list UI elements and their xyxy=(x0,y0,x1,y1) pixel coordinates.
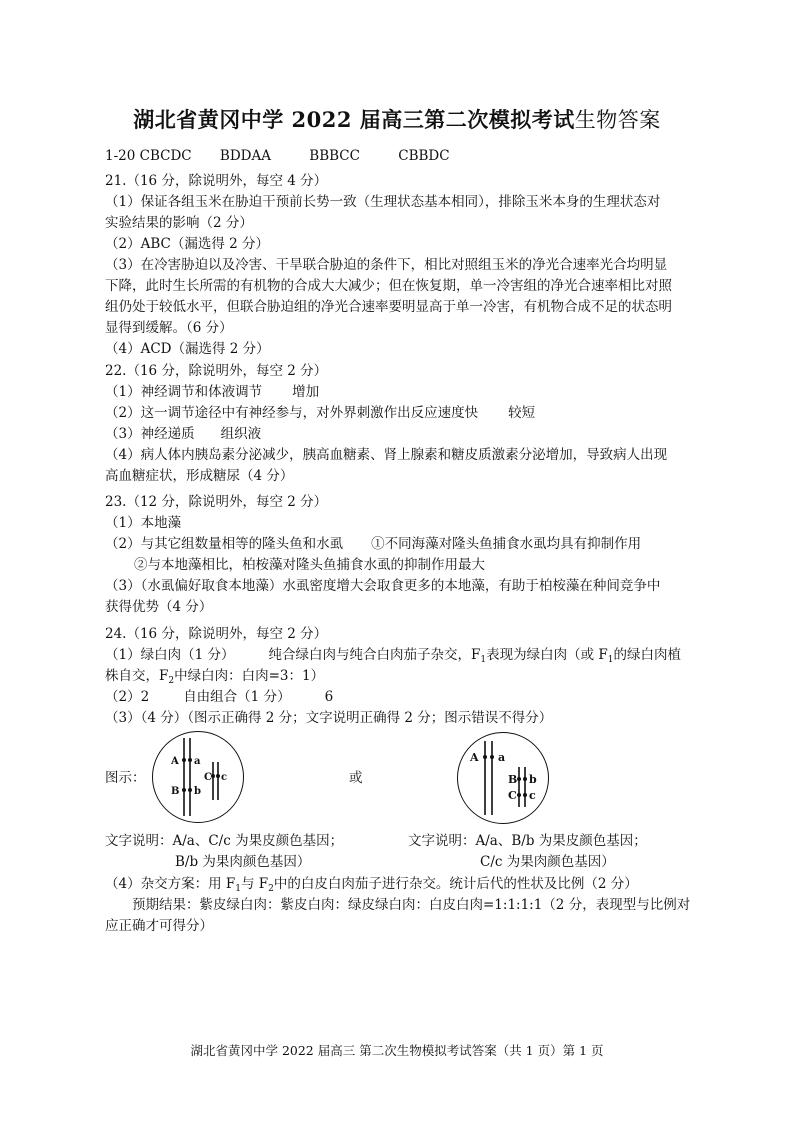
explanation-1: 文字说明：A/a、C/c 为果皮颜色基因； xyxy=(105,833,344,849)
mcq-group-2: BDDAA xyxy=(219,148,271,164)
q22-line: （2）这一调节途径中有神经参与，对外界刺激作出反应速度快 较短 xyxy=(105,405,536,421)
mcq-group-4: CBBDC xyxy=(398,148,450,164)
q23-line: （1）本地藻 xyxy=(105,515,182,531)
q22-header: 22.（16 分，除说明外，每空 2 分） xyxy=(105,363,328,379)
q24-header: 24.（16 分，除说明外，每空 2 分） xyxy=(105,626,328,642)
title-bold: 湖北省黄冈中学 2022 届高三第二次模拟考试 xyxy=(133,107,575,132)
allele-a: a xyxy=(194,756,201,767)
q22-line: 高血糖症状，形成糖尿（4 分） xyxy=(105,468,294,484)
q21-header: 21.（16 分，除说明外，每空 4 分） xyxy=(105,173,328,189)
q21-line: （1）保证各组玉米在胁迫干预前长势一致（生理状态基本相同），排除玉米本身的生理状态对 xyxy=(105,194,661,210)
allele-a: a xyxy=(498,751,506,764)
cell-diagram-2 xyxy=(457,732,549,824)
q23-line: 获得优势（4 分） xyxy=(105,599,213,615)
allele-A: A xyxy=(171,756,179,767)
explanation-2-cont: C/c 为果肉颜色基因） xyxy=(480,854,615,870)
allele-c: c xyxy=(529,789,536,802)
allele-C: C xyxy=(508,789,517,802)
q23-header: 23.（12 分，除说明外，每空 2 分） xyxy=(105,494,328,510)
cell-diagram-1 xyxy=(152,731,244,823)
explanation-1-cont: B/b 为果肉颜色基因） xyxy=(175,854,311,870)
title-tail: 生物答案 xyxy=(574,108,661,132)
q21-line: （3）在冷害胁迫以及冷害、干旱联合胁迫的条件下，相比对照组玉米的净光合速率光合均明显 xyxy=(105,257,668,273)
q21-line: 实验结果的影响（2 分） xyxy=(105,215,253,231)
q21-line: 显得到缓解。（6 分） xyxy=(105,320,233,336)
mcq-answers xyxy=(105,147,450,165)
allele-B: B xyxy=(508,773,518,786)
explanation-2: 文字说明：A/a、B/b 为果皮颜色基因； xyxy=(408,833,647,849)
q22-line: （3）神经递质 组织液 xyxy=(105,426,262,442)
figure-label: 图示： xyxy=(105,770,146,786)
mcq-group-3: BBBCC xyxy=(309,148,360,164)
q24-line: 预期结果：紫皮绿白肉：紫皮白肉：绿皮绿白肉：白皮白肉=1:1:1:1（2 分，表现型与比例对 xyxy=(132,897,691,913)
q24-line: （3）（4 分）（图示正确得 2 分；文字说明正确得 2 分；图示错误不得分） xyxy=(105,710,553,726)
q24-line: 应正确才可得分） xyxy=(105,918,213,934)
allele-c: c xyxy=(221,772,228,783)
q24-line: （2）2 自由组合（1 分） 6 xyxy=(105,689,334,705)
or-label: 或 xyxy=(349,770,363,786)
q22-line: （4）病人体内胰岛素分泌减少，胰高血糖素、肾上腺素和糖皮质激素分泌增加，导致病人出现 xyxy=(105,447,668,463)
q22-line: （1）神经调节和体液调节 增加 xyxy=(105,384,320,400)
q23-line: （3）（水虱偏好取食本地藻）水虱密度增大会取食更多的本地藻，有助于柏桉藻在种间竞争中 xyxy=(105,578,661,594)
allele-C: C xyxy=(204,772,212,783)
allele-A: A xyxy=(470,751,479,764)
q21-line: 组仍处于较低水平，但联合胁迫组的净光合速率要明显高于单一冷害，有机物合成不足的状态明 xyxy=(105,299,672,315)
q24-line: （4）杂交方案：用 $F_1$与 $F_2$中的白皮白肉茄子进行杂交。统计后代的性状及比例（2 分） xyxy=(105,876,638,894)
page-footer: 湖北省黄冈中学 2022 届高三 第二次生物模拟考试答案（共 1 页）第 1 页 xyxy=(190,1043,604,1058)
page-title xyxy=(0,104,794,134)
allele-b: b xyxy=(194,786,201,797)
q24-line: （1）绿白肉（1 分） 纯合绿白肉与纯合白肉茄子杂交，$F_1$表现为绿白肉（或 $F_1$的绿白肉植 xyxy=(105,647,681,665)
chromosome-drawing xyxy=(458,733,548,823)
q21-line: （4）ACD（漏选得 2 分） xyxy=(105,341,270,357)
mcq-group-1: 1-20 CBCDC xyxy=(105,148,192,164)
q21-line: 下降，此时生长所需的有机物的合成大大减少；但在恢复期，单一冷害组的净光合速率相比对照 xyxy=(105,278,672,294)
allele-B: B xyxy=(171,786,180,797)
chromosome-drawing xyxy=(153,732,243,822)
q24-line: 株自交，$F_2$中绿白肉：白肉=3：1） xyxy=(105,668,325,686)
q21-line: （2）ABC（漏选得 2 分） xyxy=(105,236,270,252)
allele-b: b xyxy=(529,773,537,786)
q23-line: ②与本地藻相比，柏桉藻对隆头鱼捕食水虱的抑制作用最大 xyxy=(134,557,485,573)
q23-line: （2）与其它组数量相等的隆头鱼和水虱 ①不同海藻对隆头鱼捕食水虱均具有抑制作用 xyxy=(105,536,642,552)
